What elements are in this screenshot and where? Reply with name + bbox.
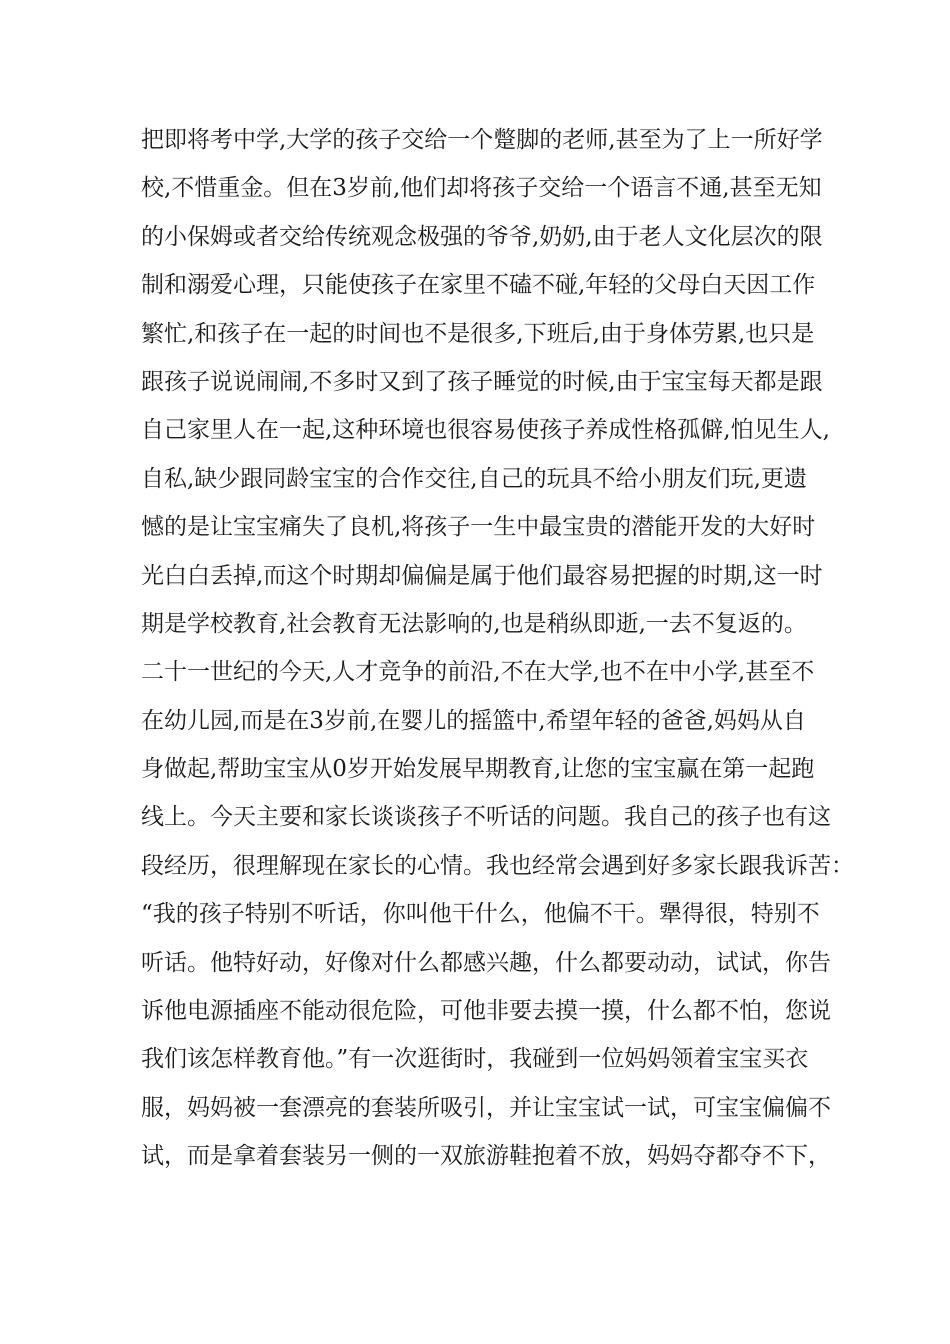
text-line: 繁忙,和孩子在一起的时间也不是很多,下班后,由于身体劳累,也只是 [141, 320, 815, 347]
text-line: 我们该怎样教育他。”有一次逛街时，我碰到一位妈妈领着宝宝买衣 [141, 1046, 809, 1073]
text-line: 自私,缺少跟同龄宝宝的合作交往,自己的玩具不给小朋友们玩,更遗 [141, 465, 807, 492]
text-line: 的小保姆或者交给传统观念极强的爷爷,奶奶,由于老人文化层次的限 [141, 223, 823, 250]
text-line: 光白白丢掉,而这个时期却偏偏是属于他们最容易把握的时期,这一时 [141, 562, 823, 589]
text-line: 制和溺爱心理，只能使孩子在家里不磕不碰,年轻的父母白天因工作 [141, 272, 816, 299]
text-line: 段经历，很理解现在家长的心情。我也经常会遇到好多家长跟我诉苦： [141, 852, 854, 879]
text-line: 校,不惜重金。但在3岁前,他们却将孩子交给一个语言不通,甚至无知 [141, 175, 822, 202]
text-line: 自己家里人在一起,这种环境也很容易使孩子养成性格孤僻,怕见生人, [141, 417, 830, 444]
text-line: 听话。他特好动，好像对什么都感兴趣，什么都要动动，试试，你告 [141, 949, 831, 976]
text-line: 期是学校教育,社会教育无法影响的,也是稍纵即逝,一去不复返的。 [141, 610, 807, 637]
text-line: 憾的是让宝宝痛失了良机,将孩子一生中最宝贵的潜能开发的大好时 [141, 514, 816, 541]
text-line: 诉他电源插座不能动很危险，可他非要去摸一摸，什么都不怕，您说 [141, 998, 831, 1025]
body-text [141, 116, 854, 1181]
text-line: 线上。今天主要和家长谈谈孩子不听话的问题。我自己的孩子也有这 [141, 804, 831, 831]
text-line: “我的孩子特别不听话，你叫他干什么，他偏不干。犟得很，特别不 [141, 901, 820, 928]
text-line: 跟孩子说说闹闹,不多时又到了孩子睡觉的时候,由于宝宝每天都是跟 [141, 368, 823, 395]
text-line: 身做起,帮助宝宝从0岁开始发展早期教育,让您的宝宝赢在第一起跑 [141, 756, 815, 783]
text-line: 二十一世纪的今天,人才竞争的前沿,不在大学,也不在中小学,甚至不 [141, 659, 815, 686]
text-line: 在幼儿园,而是在3岁前,在婴儿的摇篮中,希望年轻的爸爸,妈妈从自 [141, 707, 806, 734]
text-line: 服，妈妈被一套漂亮的套装所吸引，并让宝宝试一试，可宝宝偏偏不 [141, 1094, 831, 1121]
text-line: 试，而是拿着套装另一侧的一双旅游鞋抱着不放，妈妈夺都夺不下， [141, 1143, 831, 1170]
text-line: 把即将考中学,大学的孩子交给一个蹩脚的老师,甚至为了上一所好学 [141, 127, 823, 153]
